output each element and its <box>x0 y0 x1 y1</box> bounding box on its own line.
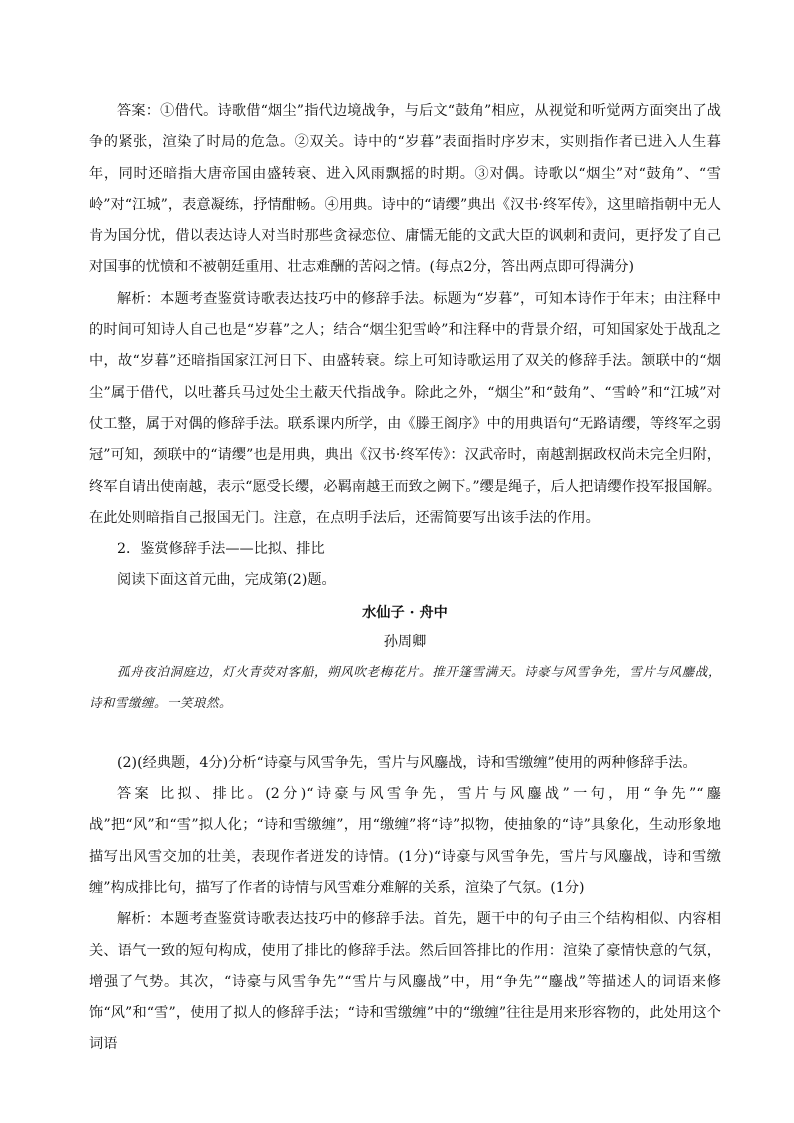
poem-author: 孙周卿 <box>383 633 427 650</box>
document-body <box>89 96 721 1061</box>
analysis-paragraph-2: 解析：本题考查鉴赏诗歌表达技巧中的修辞手法。首先，题干中的句子由三个结构相似、内容相关、语气一致的短句构成，使用了排比的修辞手法。然后回答排比的作用：渲染了豪情快意的气氛，增强了气势。其次，“诗豪与风雪争先”“雪片与风鏖战”中，用“争先”“鏖战”等描述人的词语来修饰“风”和“雪”，使用了拟人的修辞手法；“诗和雪缴缠”中的“缴缠”往往是用来形容物的，此处用这个词语 <box>89 911 721 1053</box>
answer-paragraph-2: 答案 比拟、排比。(2分)“诗豪与风雪争先，雪片与风鏖战”一句，用“争先”“鏖战”把“风”和“雪”拟人化；“诗和雪缴缠”，用“缴缠”将“诗”拟物，使抽象的“诗”具象化，生动形象地描写出风雪交加的壮美，表现作者迸发的诗情。(1分)“诗豪与风雪争先，雪片与风鏖战，诗和雪缴缠”构成排比句，描写了作者的诗情与风雪难分难解的关系，渲染了气氛。(1分) <box>89 786 721 896</box>
question-paragraph: (2)(经典题，4分)分析“诗豪与风雪争先，雪片与风鏖战，诗和雪缴缠”使用的两种修辞手法。 <box>117 754 697 771</box>
poem-text: 孤舟夜泊洞庭边，灯火青荧对客船，朔风吹老梅花片。推开篷雪满天。诗豪与风雪争先，雪片与风鏖战，诗和雪缴缠。一笑琅然。 <box>89 663 721 710</box>
section-heading: 2．鉴赏修辞手法——比拟、排比 <box>117 541 325 558</box>
answer-paragraph-1: 答案：①借代。诗歌借“烟尘”指代边境战争，与后文“鼓角”相应，从视觉和听觉两方面突出了战争的紧张，渲染了时局的危急。②双关。诗中的“岁暮”表面指时序岁末，实则指作者已进入人生暮年，同时还暗指大唐帝国由盛转衰、进入风雨飘摇的时期。③对偶。诗歌以“烟尘”对“鼓角”、“雪岭”对“江城”，表意凝练，抒情酣畅。④用典。诗中的“请缨”典出《汉书·终军传》，这里暗指朝中无人肯为国分忧，借以表达诗人对当时那些贪禄恋位、庸懦无能的文武大臣的讽刺和责问，更抒发了自己对国事的忧愤和不被朝廷重用、壮志难酬的苦闷之情。(每点2分，答出两点即可得满分) <box>89 103 721 276</box>
reading-instruction: 阅读下面这首元曲，完成第(2)题。 <box>117 572 336 589</box>
analysis-paragraph-1: 解析：本题考查鉴赏诗歌表达技巧中的修辞手法。标题为“岁暮”，可知本诗作于年末；由注释中的时间可知诗人自己也是“岁暮”之人；结合“烟尘犯雪岭”和注释中的背景介绍，可知国家处于战乱之中，故“岁暮”还暗指国家江河日下、由盛转衰。综上可知诗歌运用了双关的修辞手法。颔联中的“烟尘”属于借代，以吐蕃兵马过处尘土蔽天代指战争。除此之外，“烟尘”和“鼓角”、“雪岭”和“江城”对仗工整，属于对偶的修辞手法。联系课内所学，由《滕王阁序》中的用典语句“无路请缨，等终军之弱冠”可知，颈联中的“请缨”也是用典，典出《汉书·终军传》：汉武帝时，南越割据政权尚未完全归附，终军自请出使南越，表示“愿受长缨，必羁南越王而致之阙下。”缨是绳子，后人把请缨作投军报国解。在此处则暗指自己报国无门。注意，在点明手法后，还需简要写出该手法的作用。 <box>89 290 721 526</box>
poem-title: 水仙子 · 舟中 <box>362 604 448 621</box>
